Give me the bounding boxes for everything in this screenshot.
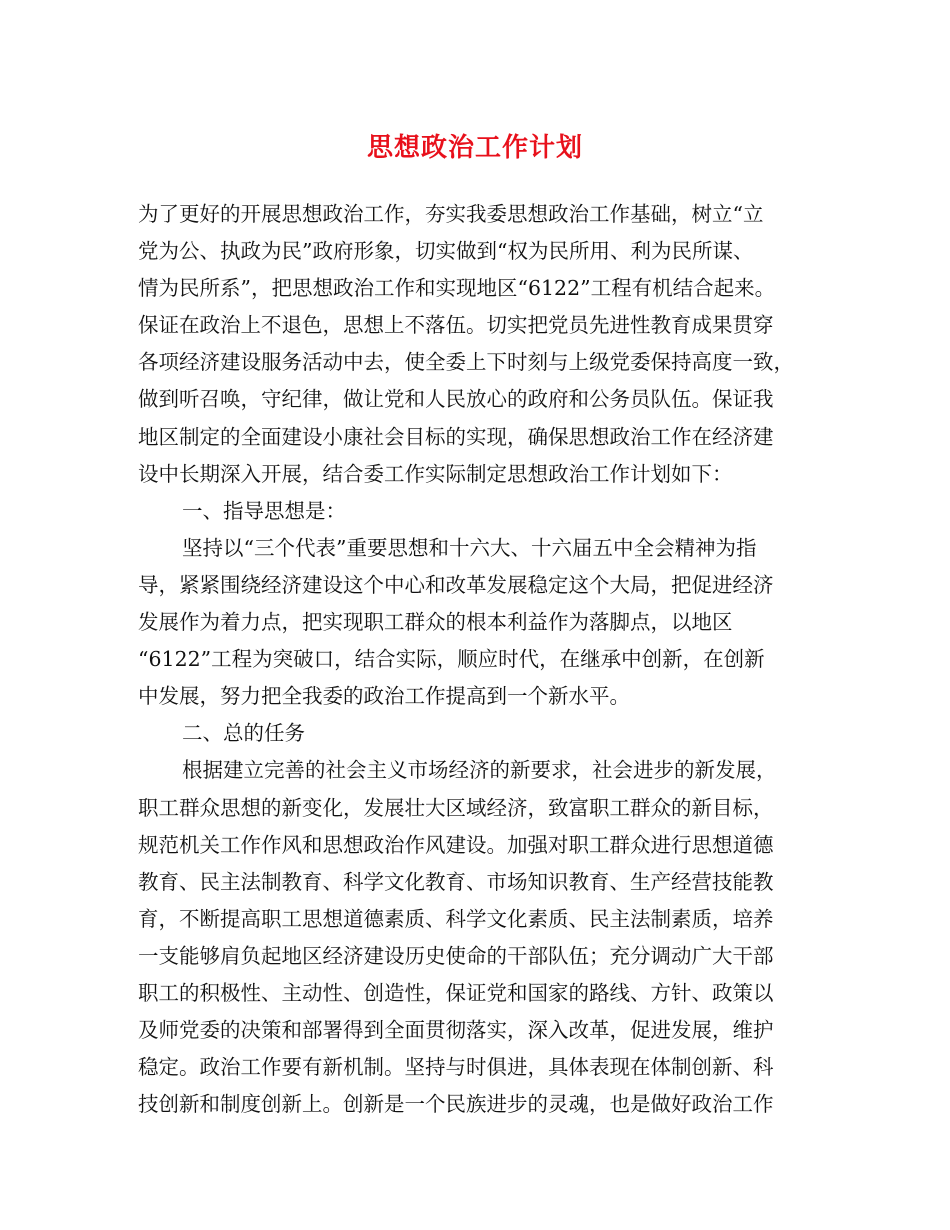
body-line: 设中长期深入开展，结合委工作实际制定思想政治工作计划如下： bbox=[138, 461, 733, 486]
document-title: 思想政治工作计划 bbox=[366, 133, 583, 163]
body-line: 一支能够肩负起地区经济建设历史使命的干部队伍；充分调动广大干部 bbox=[138, 943, 774, 968]
body-line: 党为公、执政为民”政府形象，切实做到“权为民所用、利为民所谋、 bbox=[138, 239, 754, 264]
body-line: 技创新和制度创新上。创新是一个民族进步的灵魂，也是做好政治工作 bbox=[138, 1092, 774, 1117]
body-line: 教育、民主法制教育、科学文化教育、市场知识教育、生产经营技能教 bbox=[138, 869, 774, 894]
body-line: 稳定。政治工作要有新机制。坚持与时俱进，具体表现在体制创新、科 bbox=[138, 1055, 774, 1080]
body-line: 地区制定的全面建设小康社会目标的实现，确保思想政治工作在经济建 bbox=[138, 424, 774, 449]
body-line: 规范机关工作作风和思想政治作风建设。加强对职工群众进行思想道德 bbox=[138, 832, 774, 857]
body-line: “6122”工程为突破口，结合实际，顺应时代，在继承中创新，在创新 bbox=[138, 647, 765, 672]
body-line: 职工的积极性、主动性、创造性，保证党和国家的路线、方针、政策以 bbox=[138, 980, 774, 1005]
body-line: 情为民所系”，把思想政治工作和实现地区“6122”工程有机结合起来。 bbox=[138, 276, 776, 301]
body-line: 为了更好的开展思想政治工作，夯实我委思想政治工作基础，树立“立 bbox=[138, 202, 764, 226]
body-line: 发展作为着力点，把实现职工群众的根本利益作为落脚点，以地区 bbox=[138, 610, 733, 635]
body-line: 中发展，努力把全我委的政治工作提高到一个新水平。 bbox=[138, 684, 630, 709]
body-line: 坚持以“三个代表”重要思想和十六大、十六届五中全会精神为指 bbox=[182, 535, 757, 560]
body-line: 职工群众思想的新变化，发展壮大区域经济，致富职工群众的新目标， bbox=[138, 795, 774, 820]
body-line: 一、指导思想是： bbox=[182, 498, 346, 523]
body-line: 保证在政治上不退色，思想上不落伍。切实把党员先进性教育成果贯穿 bbox=[138, 313, 774, 338]
body-line: 二、总的任务 bbox=[182, 721, 305, 746]
body-line: 根据建立完善的社会主义市场经济的新要求，社会进步的新发展， bbox=[182, 758, 777, 783]
body-line: 育，不断提高职工思想道德素质、科学文化素质、民主法制素质，培养 bbox=[138, 906, 774, 931]
body-line: 做到听召唤，守纪律，做让党和人民放心的政府和公务员队伍。保证我 bbox=[138, 387, 774, 412]
body-line: 各项经济建设服务活动中去，使全委上下时刻与上级党委保持高度一致， bbox=[138, 350, 794, 375]
body-line: 导，紧紧围绕经济建设这个中心和改革发展稳定这个大局，把促进经济 bbox=[138, 572, 774, 597]
body-line: 及师党委的决策和部署得到全面贯彻落实，深入改革，促进发展，维护 bbox=[138, 1018, 774, 1043]
document-body bbox=[138, 196, 818, 1123]
